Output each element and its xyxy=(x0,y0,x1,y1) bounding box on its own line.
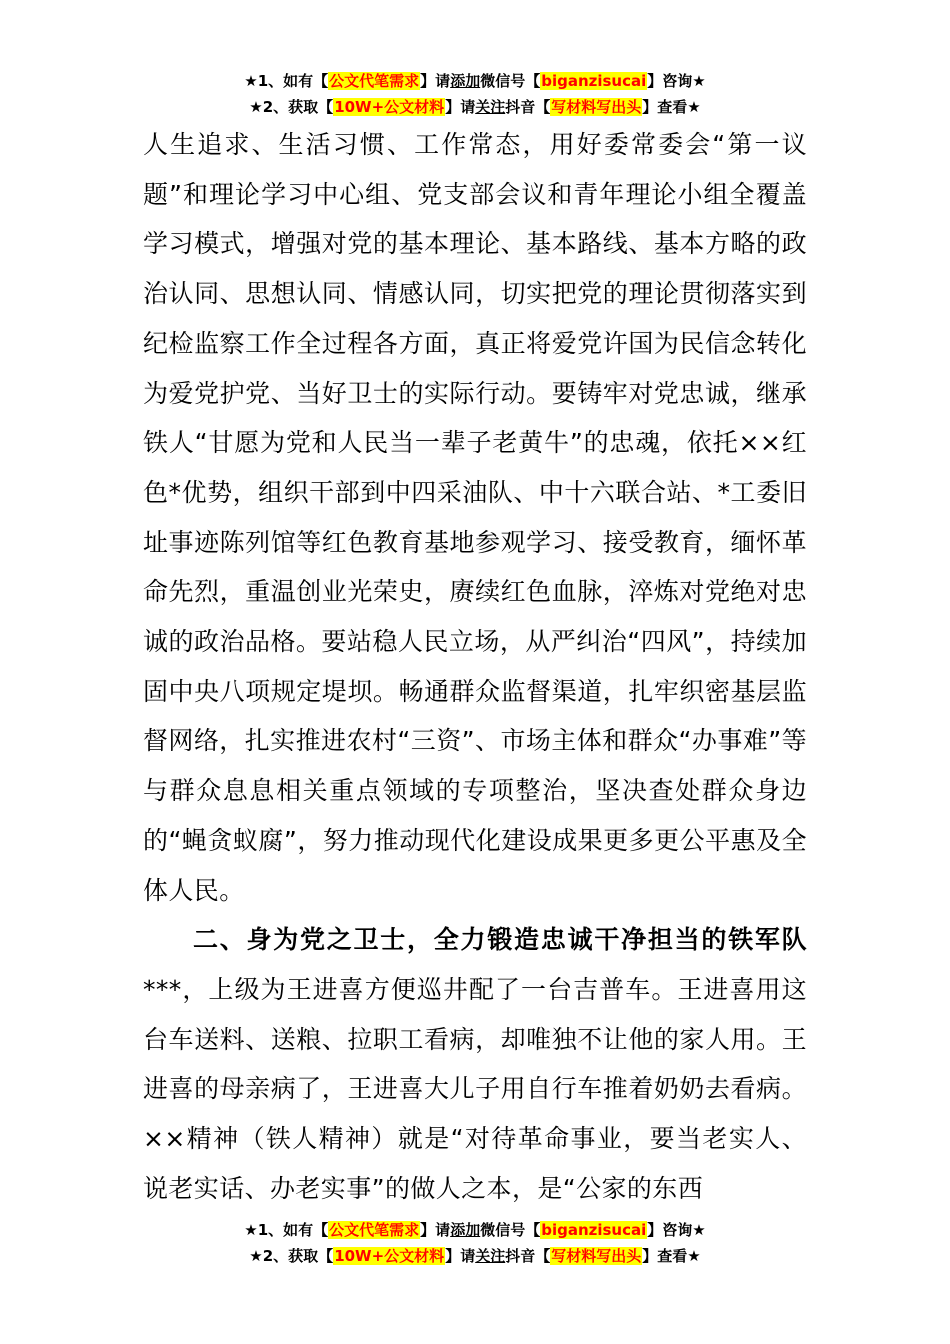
banner-wechat-id: biganzisucai xyxy=(541,72,647,90)
banner-wechat-id: biganzisucai xyxy=(541,1221,647,1239)
footer-banner xyxy=(0,1217,950,1269)
body-paragraph-1: 人生追求、生活习惯、工作常态，用好委常委会“第一议题”和理论学习中心组、党支部会议和青年理论小组全覆盖学习模式，增强对党的基本理论、基本路线、基本方略的政治认同、思想认同、情感认同，切实把党的理论贯彻落实到纪检监察工作全过程各方面，真正将爱党许国为民信念转化为爱党护党、当好卫士的实际行动。要铸牢对党忠诚，继承铁人“甘愿为党和人民当一辈子老黄牛”的忠魂，依托××红色*优势，组织干部到中四采油队、中十六联合站、*工委旧址事迹陈列馆等红色教育基地参观学习、接受教育，缅怀革命先烈，重温创业光荣史，赓续红色血脉，淬炼对党绝对忠诚的政治品格。要站稳人民立场，从严纠治“四风”，持续加固中央八项规定堤坝。畅通群众监督渠道，扎牢织密基层监督网络，扎实推进农村“三资”、市场主体和群众“办事难”等与群众息息相关重点领域的专项整治，坚决查处群众身边的“蝇贪蚁腐”，努力推动现代化建设成果更多更公平惠及全体人民。 xyxy=(143,130,807,905)
banner-highlight: 公文代笔需求 xyxy=(329,72,420,90)
body-paragraph-2 xyxy=(143,915,807,1213)
banner-line-1: ★1、如有【公文代笔需求】请添加微信号【biganzisucai】咨询★ xyxy=(244,72,706,90)
banner-highlight: 10W+公文材料 xyxy=(334,98,445,116)
banner-line-2: ★2、获取【10W+公文材料】请关注抖音【写材料写出头】查看★ xyxy=(249,1247,701,1265)
banner-highlight: 公文代笔需求 xyxy=(329,1221,420,1239)
banner-douyin-id: 写材料写出头 xyxy=(551,98,642,116)
banner-douyin-id: 写材料写出头 xyxy=(551,1247,642,1265)
banner-line-2: ★2、获取【10W+公文材料】请关注抖音【写材料写出头】查看★ xyxy=(249,98,701,116)
banner-line-1: ★1、如有【公文代笔需求】请添加微信号【biganzisucai】咨询★ xyxy=(244,1221,706,1239)
section-heading-2: 二、身为党之卫士，全力锻造忠诚干净担当的铁军队 xyxy=(193,925,807,955)
body-paragraph-2-text: ***，上级为王进喜方便巡井配了一台吉普车。王进喜用这台车送料、送粮、拉职工看病，却唯独不让他的家人用。王进喜的母亲病了，王进喜大儿子用自行车推着奶奶去看病。××精神（铁人精神）就是“对待革命事业，要当老实人、说老实话、办老实事”的做人之本，是“公家的东西 xyxy=(143,974,807,1203)
banner-highlight: 10W+公文材料 xyxy=(334,1247,445,1265)
document-body xyxy=(143,120,807,1213)
header-banner xyxy=(0,68,950,120)
